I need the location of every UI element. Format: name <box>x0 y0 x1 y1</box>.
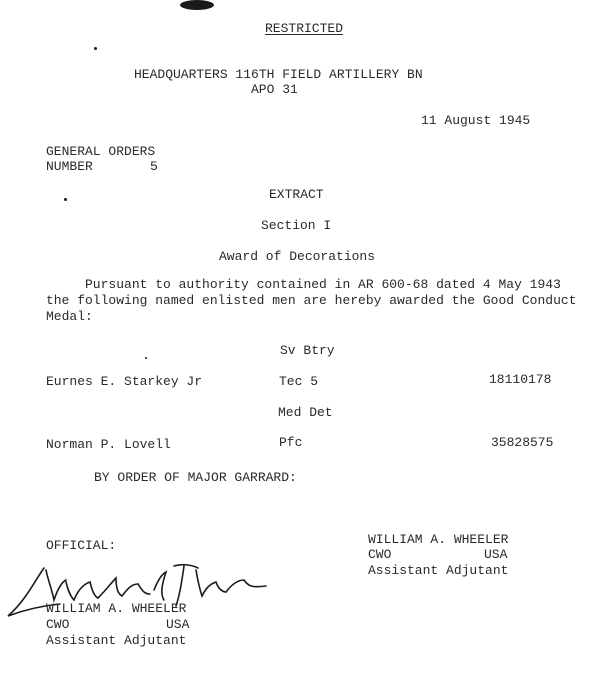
recipient-name: Norman P. Lovell <box>46 437 171 452</box>
recipient-serial: 18110178 <box>489 372 552 387</box>
official-name: WILLIAM A. WHEELER <box>46 601 187 616</box>
number-label: NUMBER <box>46 159 93 174</box>
general-orders-label: GENERAL ORDERS <box>46 144 156 159</box>
recipient-name: Eurnes E. Starkey Jr <box>46 374 203 389</box>
unit-heading: HEADQUARTERS 116TH FIELD ARTILLERY BN <box>134 67 423 82</box>
award-paragraph <box>46 278 586 323</box>
scan-speck <box>94 47 97 50</box>
apo-line: APO 31 <box>251 82 298 97</box>
award-title: Award of Decorations <box>219 249 376 264</box>
scan-speck <box>64 198 67 201</box>
unit-group-label: Med Det <box>278 405 333 420</box>
order-number: 5 <box>150 159 158 174</box>
official-branch: USA <box>166 617 190 632</box>
official-label: OFFICIAL: <box>46 538 117 553</box>
recipient-grade: Pfc <box>279 435 303 450</box>
scan-speck <box>145 357 147 359</box>
official-title: Assistant Adjutant <box>46 633 187 648</box>
classification-marking: RESTRICTED <box>265 21 344 36</box>
unit-group-label: Sv Btry <box>280 343 335 358</box>
recipient-serial: 35828575 <box>491 435 554 450</box>
paragraph-line: the following named enlisted men are hereby awarded the Good Conduct <box>46 293 577 308</box>
extract-title: EXTRACT <box>269 187 324 202</box>
signatory-branch: USA <box>484 547 508 562</box>
signatory-title: Assistant Adjutant <box>368 563 509 578</box>
official-rank: CWO <box>46 617 70 632</box>
scan-blot <box>180 0 214 10</box>
section-title: Section I <box>261 218 332 233</box>
order-date: 11 August 1945 <box>421 113 531 128</box>
signatory-rank: CWO <box>368 547 392 562</box>
paragraph-line: Medal: <box>46 309 93 324</box>
signatory-name: WILLIAM A. WHEELER <box>368 532 509 547</box>
recipient-grade: Tec 5 <box>279 374 319 389</box>
paragraph-line: Pursuant to authority contained in AR 600-68 dated 4 May 1943 <box>46 277 561 292</box>
by-order-line: BY ORDER OF MAJOR GARRARD: <box>94 470 297 485</box>
